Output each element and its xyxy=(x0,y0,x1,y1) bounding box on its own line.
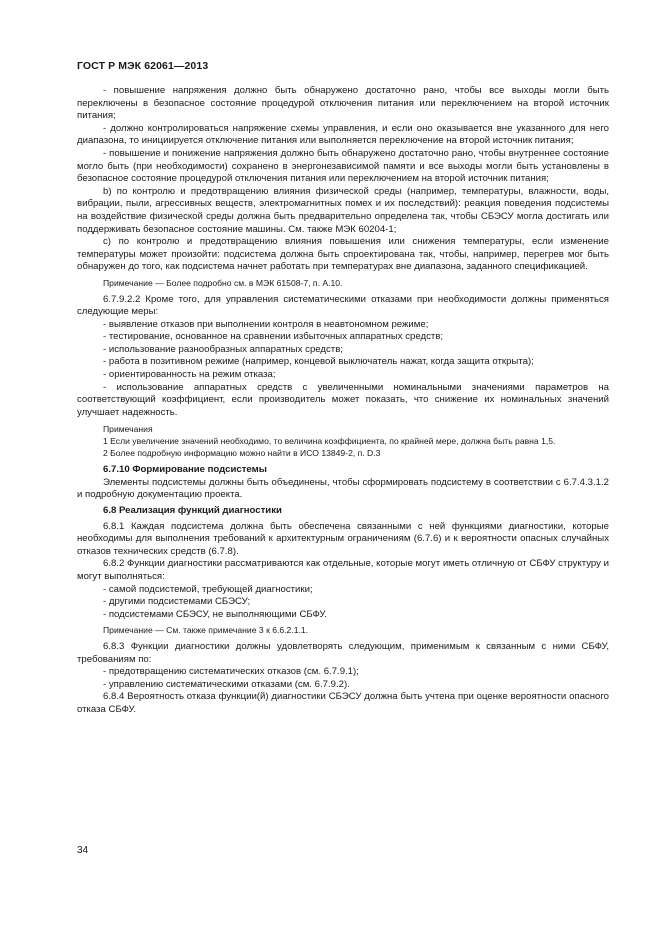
note: Примечание — Более подробно см. в МЭК 61508-7, п. А.10. xyxy=(103,277,343,288)
list-item: - другими подсистемами СБЭСУ; xyxy=(103,596,251,608)
paragraph: 6.8.1 Каждая подсистема должна быть обеспечена связанными с ней функциями диагностики, которые необходимы для выполнения требований к архитектурным ограничениям (6.7.6) и к вероятности опасных случайных отказов технических средств (6.7.8). xyxy=(77,520,609,557)
list-item: - использование разнообразных аппаратных средств; xyxy=(103,343,343,355)
paragraph: 6.8.2 Функции диагностики рассматриваются как отдельные, которые могут иметь отличную от СБФУ структуру и могут выполняться: xyxy=(77,558,609,582)
list-item: - тестирование, основанное на сравнении избыточных аппаратных средств; xyxy=(103,331,444,343)
paragraph: 6.8.4 Вероятность отказа функции(й) диагностики СБЭСУ должна быть учтена при оценке вероятности опасного отказа СБФУ. xyxy=(77,691,609,715)
document-body xyxy=(77,85,609,717)
list-item: - использование аппаратных средств с увеличенными номинальными значениями параметров на соответствующий коэффициент, если производитель может показать, что снижение их номинальных значений улучшает надежность. xyxy=(77,381,609,418)
notes-heading: Примечания xyxy=(103,424,153,435)
list-item: - предотвращению систематических отказов (см. 6.7.9.1); xyxy=(103,666,359,678)
list-item: - управлению систематическими отказами (см. 6.7.9.2). xyxy=(103,678,350,690)
note: Примечание — См. также примечание 3 к 6.6.2.1.1. xyxy=(103,625,309,636)
paragraph: - должно контролироваться напряжение схемы управления, и если оно оказывается вне указанного для него диапазона, то инициируется отключение питания или выполняется переключение на второй источник питания; xyxy=(77,122,609,147)
paragraph: - повышение напряжения должно быть обнаружено достаточно рано, чтобы все выходы могли быть переключены в безопасное состояние процедурой отключения питания или переключением на второй источник питания; xyxy=(77,85,609,122)
list-item: - работа в позитивном режиме (например, концевой выключатель нажат, когда защита открыта); xyxy=(103,356,534,368)
list-item: - самой подсистемой, требующей диагностики; xyxy=(103,583,313,595)
paragraph: Элементы подсистемы должны быть объединены, чтобы сформировать подсистему в соответствии с 6.7.4.3.1.2 и подробную документацию проекта. xyxy=(77,476,609,501)
document-header: ГОСТ Р МЭК 62061—2013 xyxy=(77,60,209,72)
note-item: 2 Более подробную информацию можно найти в ИСО 13849-2, п. D.3 xyxy=(103,447,381,458)
section-heading: 6.7.10 Формирование подсистемы xyxy=(103,464,267,476)
list-item: - подсистемами СБЭСУ, не выполняющими СБФУ. xyxy=(103,608,327,620)
page-number: 34 xyxy=(77,845,89,856)
paragraph: c) по контролю и предотвращению влияния повышения или снижения температуры, если изменение температуры может произойти: подсистема должна быть спроектирована так, чтобы, например, перегрев мог быть обнаружен до того, как подсистема начнет работать при температурах вне диапазона, заданного спецификацией. xyxy=(77,236,609,273)
note-item: 1 Если увеличение значений необходимо, то величина коэффициента, по крайней мере, должна быть равна 1,5. xyxy=(103,436,556,447)
paragraph: - повышение и понижение напряжения должно быть обнаружено достаточно рано, чтобы внутреннее состояние могло быть (при необходимости) сохранено в энергонезависимой памяти и все выходы могли быть установлены в безопасное состояние процедурой отключения питания или переключением на второй источник питания; xyxy=(77,147,609,185)
paragraph: 6.8.3 Функции диагностики должны удовлетворять следующим, применимым к связанным с ними СБФУ, требованиям по: xyxy=(77,640,609,665)
section-heading: 6.8 Реализация функций диагностики xyxy=(103,505,282,516)
paragraph: 6.7.9.2.2 Кроме того, для управления систематическими отказами при необходимости должны применяться следующие меры: xyxy=(77,293,609,318)
list-item: - выявление отказов при выполнении контроля в неавтономном режиме; xyxy=(103,318,429,330)
paragraph: b) по контролю и предотвращению влияния физической среды (например, температуры, влажности, воды, вибрации, пыли, агрессивных веществ, электромагнитных помех и их последствий): реакция поведения подсистемы на воздействие физической среды должна быть предварительно определена так, чтобы СБЭСУ могла достигать или поддерживать безопасное состояние машины. См. также МЭК 60204-1; xyxy=(77,185,609,235)
list-item: - ориентированность на режим отказа; xyxy=(103,369,276,381)
